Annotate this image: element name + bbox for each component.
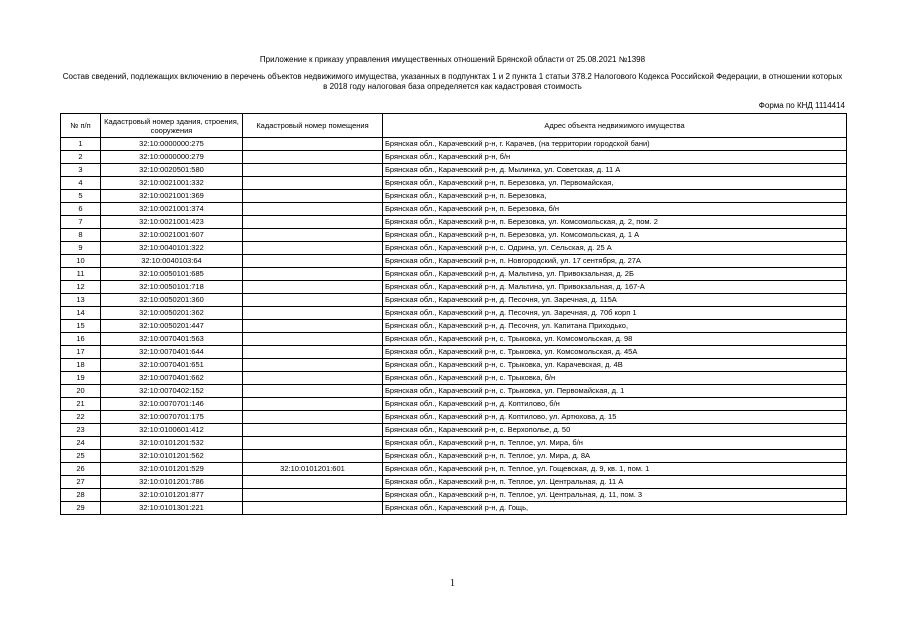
building-cadastral-cell: 32:10:0070701:146 bbox=[101, 398, 243, 411]
building-cadastral-cell: 32:10:0040103:64 bbox=[101, 255, 243, 268]
column-header-room-cadastral: Кадастровый номер помещения bbox=[243, 114, 383, 138]
room-cadastral-cell bbox=[243, 385, 383, 398]
row-number-cell: 29 bbox=[61, 502, 101, 515]
table-header-row bbox=[61, 114, 847, 138]
room-cadastral-cell bbox=[243, 190, 383, 203]
building-cadastral-cell: 32:10:0021001:332 bbox=[101, 177, 243, 190]
row-number-cell: 13 bbox=[61, 294, 101, 307]
address-cell: Брянская обл., Карачевский р-н, п. Березовка, ул. Комсомольская, д. 2, пом. 2 bbox=[383, 216, 847, 229]
address-cell: Брянская обл., Карачевский р-н, п. Теплое, ул. Центральная, д. 11, пом. 3 bbox=[383, 489, 847, 502]
column-header-number: № п/п bbox=[61, 114, 101, 138]
table-row bbox=[61, 502, 847, 515]
address-cell: Брянская обл., Карачевский р-н, д. Песочня, ул. Заречная, д. 70б корп 1 bbox=[383, 307, 847, 320]
row-number-cell: 2 bbox=[61, 151, 101, 164]
row-number-cell: 28 bbox=[61, 489, 101, 502]
room-cadastral-cell bbox=[243, 411, 383, 424]
room-cadastral-cell bbox=[243, 372, 383, 385]
row-number-cell: 22 bbox=[61, 411, 101, 424]
page-number: 1 bbox=[450, 578, 455, 589]
room-cadastral-cell bbox=[243, 398, 383, 411]
row-number-cell: 25 bbox=[61, 450, 101, 463]
table-body bbox=[61, 138, 847, 515]
table-row bbox=[61, 255, 847, 268]
address-cell: Брянская обл., Карачевский р-н, д. Мылинка, ул. Советская, д. 11 А bbox=[383, 164, 847, 177]
table-row bbox=[61, 281, 847, 294]
address-cell: Брянская обл., Карачевский р-н, с. Трыковка, б/н bbox=[383, 372, 847, 385]
building-cadastral-cell: 32:10:0070701:175 bbox=[101, 411, 243, 424]
room-cadastral-cell bbox=[243, 294, 383, 307]
row-number-cell: 11 bbox=[61, 268, 101, 281]
room-cadastral-cell bbox=[243, 476, 383, 489]
table-row bbox=[61, 216, 847, 229]
room-cadastral-cell bbox=[243, 502, 383, 515]
room-cadastral-cell bbox=[243, 281, 383, 294]
building-cadastral-cell: 32:10:0020501:580 bbox=[101, 164, 243, 177]
document-subtitle: Состав сведений, подлежащих включению в перечень объектов недвижимого имущества, указанных в подпунктах 1 и 2 пункта 1 статьи 378.2 Налогового Кодекса Российской Федерации, в отношении которых в 2018 году налоговая база определяется как кадастровая стоимость bbox=[62, 72, 843, 91]
property-table bbox=[60, 113, 847, 515]
table-row bbox=[61, 320, 847, 333]
address-cell: Брянская обл., Карачевский р-н, д. Мальтина, ул. Привокзальная, д. 167-А bbox=[383, 281, 847, 294]
address-cell: Брянская обл., Карачевский р-н, п. Новгородский, ул. 17 сентября, д. 27А bbox=[383, 255, 847, 268]
building-cadastral-cell: 32:10:0070401:644 bbox=[101, 346, 243, 359]
room-cadastral-cell bbox=[243, 203, 383, 216]
table-row bbox=[61, 164, 847, 177]
address-cell: Брянская обл., Карачевский р-н, п. Березовка, ул. Комсомольская, д. 1 А bbox=[383, 229, 847, 242]
building-cadastral-cell: 32:10:0101201:877 bbox=[101, 489, 243, 502]
building-cadastral-cell: 32:10:0101201:562 bbox=[101, 450, 243, 463]
building-cadastral-cell: 32:10:0021001:423 bbox=[101, 216, 243, 229]
building-cadastral-cell: 32:10:0050201:362 bbox=[101, 307, 243, 320]
address-cell: Брянская обл., Карачевский р-н, с. Трыковка, ул. Комсомольская, д. 98 bbox=[383, 333, 847, 346]
column-header-address: Адрес объекта недвижимого имущества bbox=[383, 114, 847, 138]
address-cell: Брянская обл., Карачевский р-н, с. Верхополье, д. 50 bbox=[383, 424, 847, 437]
row-number-cell: 10 bbox=[61, 255, 101, 268]
room-cadastral-cell bbox=[243, 450, 383, 463]
row-number-cell: 27 bbox=[61, 476, 101, 489]
address-cell: Брянская обл., Карачевский р-н, д. Песочня, ул. Капитана Приходько, bbox=[383, 320, 847, 333]
address-cell: Брянская обл., Карачевский р-н, п. Березовка, б/н bbox=[383, 203, 847, 216]
row-number-cell: 20 bbox=[61, 385, 101, 398]
address-cell: Брянская обл., Карачевский р-н, п. Теплое, ул. Мира, б/н bbox=[383, 437, 847, 450]
room-cadastral-cell bbox=[243, 177, 383, 190]
room-cadastral-cell bbox=[243, 164, 383, 177]
building-cadastral-cell: 32:10:0101301:221 bbox=[101, 502, 243, 515]
address-cell: Брянская обл., Карачевский р-н, с. Трыковка, ул. Первомайская, д. 1 bbox=[383, 385, 847, 398]
table-row bbox=[61, 229, 847, 242]
row-number-cell: 26 bbox=[61, 463, 101, 476]
room-cadastral-cell bbox=[243, 268, 383, 281]
row-number-cell: 4 bbox=[61, 177, 101, 190]
table-row bbox=[61, 359, 847, 372]
room-cadastral-cell bbox=[243, 359, 383, 372]
row-number-cell: 8 bbox=[61, 229, 101, 242]
table-row bbox=[61, 437, 847, 450]
address-cell: Брянская обл., Карачевский р-н, б/н bbox=[383, 151, 847, 164]
building-cadastral-cell: 32:10:0070401:651 bbox=[101, 359, 243, 372]
row-number-cell: 15 bbox=[61, 320, 101, 333]
table-row bbox=[61, 346, 847, 359]
room-cadastral-cell bbox=[243, 437, 383, 450]
room-cadastral-cell bbox=[243, 229, 383, 242]
building-cadastral-cell: 32:10:0101201:786 bbox=[101, 476, 243, 489]
table-row bbox=[61, 385, 847, 398]
row-number-cell: 6 bbox=[61, 203, 101, 216]
row-number-cell: 12 bbox=[61, 281, 101, 294]
address-cell: Брянская обл., Карачевский р-н, с. Одрина, ул. Сельская, д. 25 А bbox=[383, 242, 847, 255]
row-number-cell: 23 bbox=[61, 424, 101, 437]
building-cadastral-cell: 32:10:0070402:152 bbox=[101, 385, 243, 398]
table-row bbox=[61, 190, 847, 203]
row-number-cell: 3 bbox=[61, 164, 101, 177]
address-cell: Брянская обл., Карачевский р-н, п. Теплое, ул. Мира, д. 8А bbox=[383, 450, 847, 463]
table-row bbox=[61, 476, 847, 489]
column-header-building-cadastral: Кадастровый номер здания, строения, сооружения bbox=[101, 114, 243, 138]
table-row bbox=[61, 294, 847, 307]
building-cadastral-cell: 32:10:0070401:563 bbox=[101, 333, 243, 346]
building-cadastral-cell: 32:10:0000000:279 bbox=[101, 151, 243, 164]
building-cadastral-cell: 32:10:0050201:447 bbox=[101, 320, 243, 333]
address-cell: Брянская обл., Карачевский р-н, д. Коптилово, ул. Артюхова, д. 15 bbox=[383, 411, 847, 424]
room-cadastral-cell bbox=[243, 346, 383, 359]
room-cadastral-cell bbox=[243, 320, 383, 333]
table-row bbox=[61, 411, 847, 424]
building-cadastral-cell: 32:10:0100601:412 bbox=[101, 424, 243, 437]
room-cadastral-cell bbox=[243, 333, 383, 346]
room-cadastral-cell bbox=[243, 424, 383, 437]
row-number-cell: 16 bbox=[61, 333, 101, 346]
address-cell: Брянская обл., Карачевский р-н, д. Коптилово, б/н bbox=[383, 398, 847, 411]
room-cadastral-cell bbox=[243, 242, 383, 255]
table-row bbox=[61, 268, 847, 281]
address-cell: Брянская обл., Карачевский р-н, с. Трыковка, ул. Комсомольская, д. 45А bbox=[383, 346, 847, 359]
building-cadastral-cell: 32:10:0050101:685 bbox=[101, 268, 243, 281]
address-cell: Брянская обл., Карачевский р-н, д. Мальтина, ул. Привокзальная, д. 2Б bbox=[383, 268, 847, 281]
row-number-cell: 5 bbox=[61, 190, 101, 203]
building-cadastral-cell: 32:10:0050201:360 bbox=[101, 294, 243, 307]
row-number-cell: 1 bbox=[61, 138, 101, 151]
building-cadastral-cell: 32:10:0050101:718 bbox=[101, 281, 243, 294]
address-cell: Брянская обл., Карачевский р-н, г. Карачев, (на территории городской бани) bbox=[383, 138, 847, 151]
address-cell: Брянская обл., Карачевский р-н, п. Березовка, ул. Первомайская, bbox=[383, 177, 847, 190]
form-code-label: Форма по КНД 1114414 bbox=[758, 101, 845, 110]
table-row bbox=[61, 372, 847, 385]
table-row bbox=[61, 177, 847, 190]
room-cadastral-cell bbox=[243, 151, 383, 164]
address-cell: Брянская обл., Карачевский р-н, п. Теплое, ул. Гощевская, д. 9, кв. 1, пом. 1 bbox=[383, 463, 847, 476]
address-cell: Брянская обл., Карачевский р-н, п. Теплое, ул. Центральная, д. 11 А bbox=[383, 476, 847, 489]
building-cadastral-cell: 32:10:0000000:275 bbox=[101, 138, 243, 151]
address-cell: Брянская обл., Карачевский р-н, с. Трыковка, ул. Карачевская, д. 4В bbox=[383, 359, 847, 372]
row-number-cell: 19 bbox=[61, 372, 101, 385]
table-row bbox=[61, 242, 847, 255]
building-cadastral-cell: 32:10:0021001:607 bbox=[101, 229, 243, 242]
address-cell: Брянская обл., Карачевский р-н, д. Песочня, ул. Заречная, д. 115А bbox=[383, 294, 847, 307]
room-cadastral-cell bbox=[243, 138, 383, 151]
building-cadastral-cell: 32:10:0021001:369 bbox=[101, 190, 243, 203]
row-number-cell: 21 bbox=[61, 398, 101, 411]
table-row bbox=[61, 424, 847, 437]
row-number-cell: 14 bbox=[61, 307, 101, 320]
address-cell: Брянская обл., Карачевский р-н, д. Гощь, bbox=[383, 502, 847, 515]
table-row bbox=[61, 450, 847, 463]
row-number-cell: 9 bbox=[61, 242, 101, 255]
table-row bbox=[61, 203, 847, 216]
table-row bbox=[61, 151, 847, 164]
building-cadastral-cell: 32:10:0101201:532 bbox=[101, 437, 243, 450]
address-cell: Брянская обл., Карачевский р-н, п. Березовка, bbox=[383, 190, 847, 203]
building-cadastral-cell: 32:10:0070401:662 bbox=[101, 372, 243, 385]
building-cadastral-cell: 32:10:0021001:374 bbox=[101, 203, 243, 216]
table-row bbox=[61, 138, 847, 151]
room-cadastral-cell bbox=[243, 216, 383, 229]
table-row bbox=[61, 307, 847, 320]
row-number-cell: 17 bbox=[61, 346, 101, 359]
room-cadastral-cell bbox=[243, 255, 383, 268]
room-cadastral-cell bbox=[243, 307, 383, 320]
table-row bbox=[61, 489, 847, 502]
row-number-cell: 18 bbox=[61, 359, 101, 372]
row-number-cell: 24 bbox=[61, 437, 101, 450]
room-cadastral-cell bbox=[243, 489, 383, 502]
building-cadastral-cell: 32:10:0101201:529 bbox=[101, 463, 243, 476]
table-row bbox=[61, 333, 847, 346]
row-number-cell: 7 bbox=[61, 216, 101, 229]
table-row bbox=[61, 463, 847, 476]
document-title: Приложение к приказу управления имущественных отношений Брянской области от 25.08.2021 №1398 bbox=[259, 55, 646, 64]
room-cadastral-cell: 32:10:0101201:601 bbox=[243, 463, 383, 476]
table-row bbox=[61, 398, 847, 411]
building-cadastral-cell: 32:10:0040101:322 bbox=[101, 242, 243, 255]
